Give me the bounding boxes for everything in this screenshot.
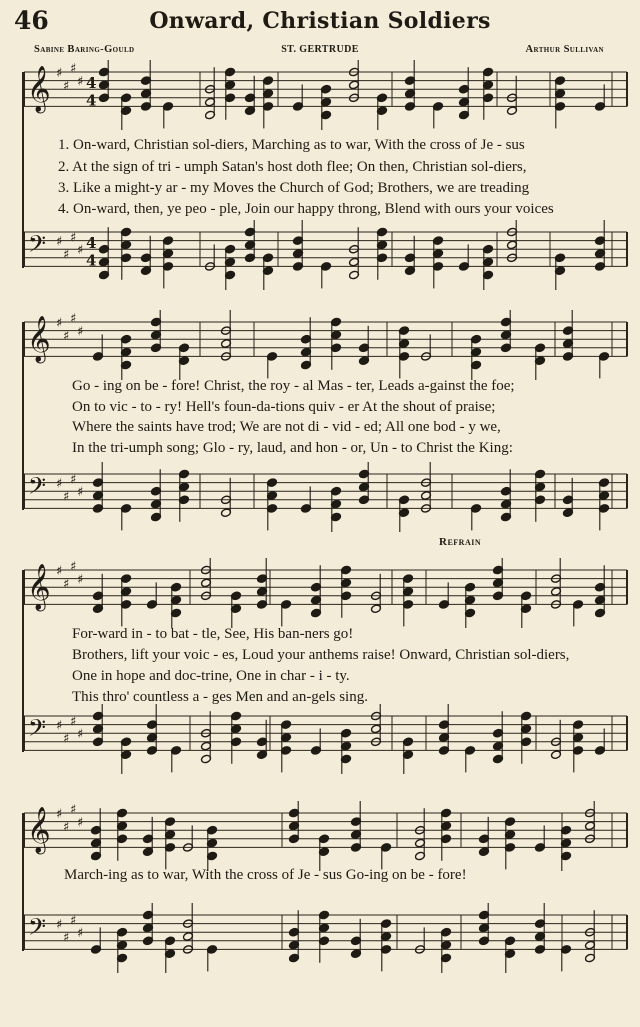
sharp-icon: ♯	[63, 78, 70, 94]
treble-clef-icon: 𝄞	[27, 807, 51, 853]
sharp-icon: ♯	[56, 66, 63, 81]
verse-2-line: On to vic - to - ry! Hell's foun-da-tions quiv - er At the shout of praise;	[72, 399, 496, 415]
sharp-icon: ♯	[56, 316, 63, 331]
bass-staff	[0, 903, 640, 973]
system-bracket	[22, 570, 24, 752]
sharp-icon: ♯	[70, 311, 77, 327]
refrain-label: Refrain	[439, 536, 482, 548]
sharp-icon: ♯	[56, 476, 63, 492]
time-signature-digit: 4	[86, 234, 97, 253]
sharp-icon: ♯	[63, 328, 70, 344]
sharp-icon: ♯	[77, 815, 84, 831]
page-number: 46	[14, 6, 49, 35]
sharp-icon: ♯	[77, 926, 84, 942]
sharp-icon: ♯	[77, 243, 84, 259]
verse-1-line: Go - ing on be - fore! Christ, the roy - al Mas - ter, Leads a-gainst the foe;	[72, 378, 515, 394]
time-signature-digit: 4	[86, 74, 97, 93]
sharp-icon: ♯	[63, 819, 70, 835]
verse-3-line: Where the saints have trod; We are not di - vid - ed; All one bod - y we,	[72, 419, 501, 435]
verse-4-line: 4. On-ward, then, ye peo - ple, Join our happy throng, Blend with ours your voices	[58, 201, 554, 217]
sharp-icon: ♯	[70, 913, 77, 929]
verse-2-line: 2. At the sign of tri - umph Satan's host doth flee; On then, Christian sol-diers,	[58, 159, 527, 175]
sharp-icon: ♯	[77, 324, 84, 340]
sharp-icon: ♯	[70, 472, 77, 488]
bass-staff	[0, 704, 640, 774]
verse-2-line: Brothers, lift your voic - es, Loud your anthems raise! Onward, Christian sol-diers,	[72, 647, 570, 663]
sharp-icon: ♯	[63, 930, 70, 946]
treble-staff	[0, 310, 640, 380]
system-bracket	[22, 813, 24, 951]
bass-clef-icon: 𝄢	[28, 472, 47, 505]
sharp-icon: ♯	[56, 917, 63, 933]
bass-clef-icon: 𝄢	[28, 230, 47, 263]
verse-1-line: For-ward in - to bat - tle, See, His ban-ners go!	[72, 626, 354, 642]
sharp-icon: ♯	[77, 74, 84, 90]
refrain-line: March-ing as to war, With the cross of Je - sus Go-ing on be - fore!	[64, 867, 467, 883]
time-signature-digit: 4	[86, 251, 97, 270]
treble-clef-icon: 𝄞	[27, 316, 51, 362]
sharp-icon: ♯	[63, 731, 70, 747]
time-signature-digit: 4	[86, 91, 97, 110]
hymn-title: Onward, Christian Soldiers	[149, 8, 491, 34]
sharp-icon: ♯	[77, 572, 84, 588]
sharp-icon: ♯	[63, 576, 70, 592]
bass-clef-icon: 𝄢	[28, 913, 47, 946]
treble-staff	[0, 801, 640, 871]
composer-credit: Arthur Sullivan	[525, 44, 604, 55]
sharp-icon: ♯	[56, 234, 63, 250]
verse-3-line: 3. Like a might-y ar - my Moves the Church of God; Brothers, we are treading	[58, 180, 530, 196]
treble-staff	[0, 558, 640, 628]
system-bracket	[22, 72, 24, 268]
verse-1-line: 1. On-ward, Christian sol-diers, Marching as to war, With the cross of Je - sus	[58, 137, 525, 153]
bass-clef-icon: 𝄢	[28, 714, 47, 747]
sharp-icon: ♯	[77, 485, 84, 501]
sharp-icon: ♯	[56, 807, 63, 822]
verse-4-line: This thro' countless a - ges Men and an-gels sing.	[72, 689, 368, 705]
sharp-icon: ♯	[63, 489, 70, 505]
sharp-icon: ♯	[77, 727, 84, 743]
sharp-icon: ♯	[70, 230, 77, 246]
sharp-icon: ♯	[63, 247, 70, 263]
tune-name: ST. GERTRUDE	[281, 44, 359, 55]
treble-clef-icon: 𝄞	[27, 564, 51, 610]
system-bracket	[22, 322, 24, 510]
sharp-icon: ♯	[70, 714, 77, 730]
sharp-icon: ♯	[70, 802, 77, 818]
sharp-icon: ♯	[70, 559, 77, 575]
treble-clef-icon: 𝄞	[27, 66, 51, 112]
bass-staff	[0, 462, 640, 532]
sharp-icon: ♯	[56, 718, 63, 734]
verse-3-line: One in hope and doc-trine, One in char - i - ty.	[72, 668, 350, 684]
sharp-icon: ♯	[70, 61, 77, 77]
sharp-icon: ♯	[56, 564, 63, 579]
lyricist-credit: Sabine Baring-Gould	[34, 44, 135, 55]
verse-4-line: In the tri-umph song; Glo - ry, laud, and hon - or, Un - to Christ the King:	[72, 440, 513, 456]
bass-staff	[0, 220, 640, 290]
treble-staff	[0, 60, 640, 130]
